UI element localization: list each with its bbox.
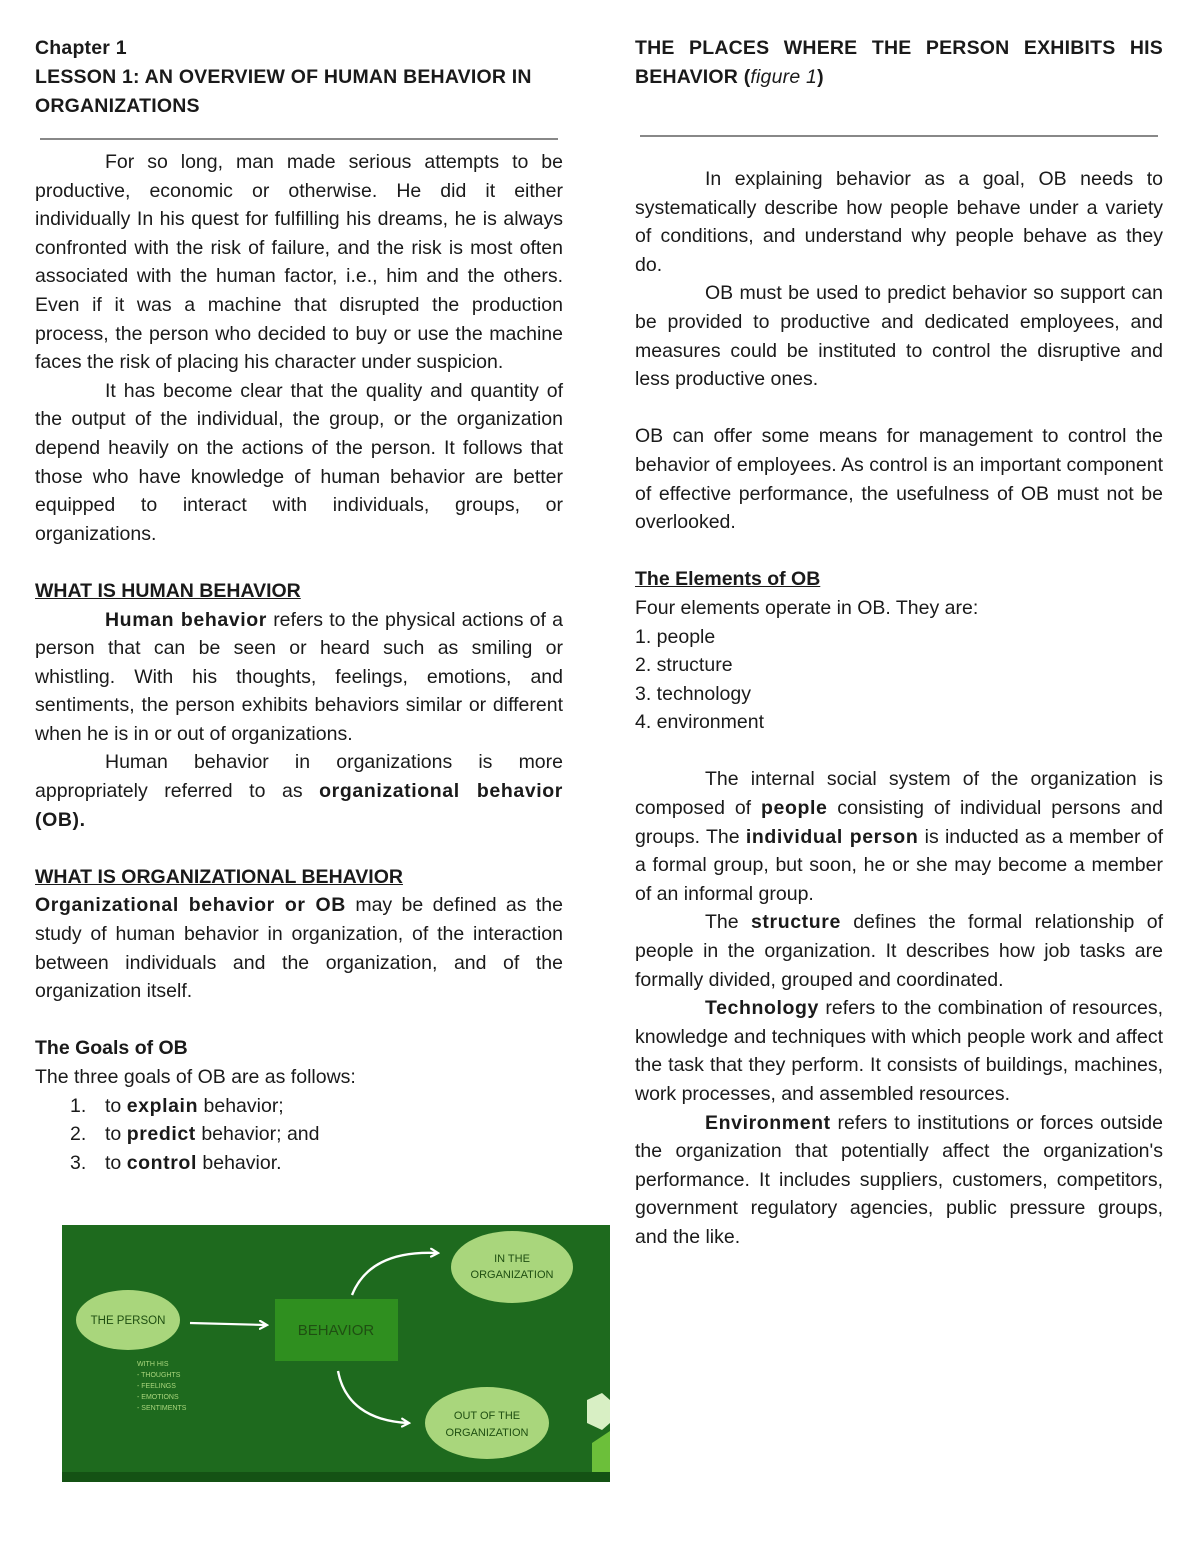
divider xyxy=(640,135,1158,137)
in-organization-label-2: ORGANIZATION xyxy=(470,1269,554,1281)
divider xyxy=(40,138,558,140)
list-item: 4. environment xyxy=(635,711,764,734)
list-item: 3. to control behavior. xyxy=(70,1151,282,1174)
in-organization-oval xyxy=(451,1231,573,1303)
human-behavior-term: Human behavior xyxy=(105,608,267,631)
list-item: 2. to predict behavior; and xyxy=(70,1123,320,1146)
control-paragraph: OB can offer some means for management to control the behavior of employees. As control is an important component of effective performance, the usefulness of OB must not be overlooked. xyxy=(635,425,1163,534)
goals-heading: The Goals of OB xyxy=(35,1037,188,1060)
ob-term: organizational behavior (OB). xyxy=(35,780,563,831)
goals-list xyxy=(35,1092,563,1178)
elements-heading: The Elements of OB xyxy=(635,568,821,591)
technology-paragraph: Technology refers to the combination of resources, knowledge and techniques with which people work and affect the task that they perform. It consists of buildings, machines, work processes, and assembled resources. xyxy=(635,997,1163,1105)
figure-reference: figure 1 xyxy=(750,66,818,88)
human-behavior-heading: WHAT IS HUMAN BEHAVIOR xyxy=(35,579,301,602)
elements-list xyxy=(635,623,1163,737)
human-behavior-paragraph-1: Human behavior refers to the physical actions of a person that can be seen or heard such as smiling or whistling. With his thoughts, feelings, emotions, and sentiments, the person exhibits behaviors similar or different when he is in or out of organizations. xyxy=(35,608,564,745)
with-his-line: - FEELINGS xyxy=(137,1383,176,1390)
organizational-behavior-paragraph: Organizational behavior or OB may be defined as the study of human behavior in organization, of the interaction between individuals and the organization, and of the organization itself. xyxy=(35,894,563,1003)
structure-paragraph: The structure defines the formal relationship of people in the organization. It describes how job tasks are formally divided, grouped and coordinated. xyxy=(635,911,1163,991)
in-organization-label-1: IN THE xyxy=(494,1253,530,1265)
intro-paragraph-2: It has become clear that the quality and quantity of the output of the individual, the group, or the organization depend heavily on the actions of the person. It follows that those who have knowledge of human behavior are better equipped to interact with individuals, groups, or organizations. xyxy=(35,379,563,545)
figure-bottom-band xyxy=(62,1472,610,1482)
behavior-label: BEHAVIOR xyxy=(297,1322,375,1339)
elements-intro: Four elements operate in OB. They are: xyxy=(635,596,979,619)
with-his-line: - THOUGHTS xyxy=(137,1372,181,1379)
environment-paragraph: Environment refers to institutions or forces outside the organization that potentially affect the organization's performance. It includes suppliers, customers, competitors, government regulatory agencies, public pressure groups, and the like. xyxy=(635,1111,1163,1248)
human-behavior-paragraph-2: Human behavior in organizations is more appropriately referred to as organizational behavior (OB). xyxy=(35,751,563,831)
chapter-heading xyxy=(35,34,563,121)
ob-definition-term: Organizational behavior or OB xyxy=(35,894,346,917)
organizational-behavior-heading: WHAT IS ORGANIZATIONAL BEHAVIOR xyxy=(35,865,403,888)
predict-paragraph: OB must be used to predict behavior so support can be provided to productive and dedicated employees, and measures could be instituted to control the disruptive and less productive ones. xyxy=(635,282,1163,391)
intro-paragraph-1: For so long, man made serious attempts to be productive, economic or otherwise. He did it either individually In his quest for fulfilling his dreams, he is always confronted with the risk of failure, and the risk is most often associated with the human factor, i.e., him and the others. Even if it was a machine that disrupted the production process, the person who decided to buy or use the machine faces the risk of placing his character under suspicion. xyxy=(35,151,563,374)
list-item: 2. structure xyxy=(635,654,733,677)
goals-intro: The three goals of OB are as follows: xyxy=(35,1066,356,1088)
out-organization-label-2: ORGANIZATION xyxy=(445,1427,529,1439)
places-heading: THE PLACES WHERE THE PERSON EXHIBITS HIS BEHAVIOR (figure 1) xyxy=(635,37,1163,88)
with-his-line: - EMOTIONS xyxy=(137,1394,179,1401)
list-item: 3. technology xyxy=(635,682,752,705)
explain-paragraph: In explaining behavior as a goal, OB needs to systematically describe how people behave under a variety of conditions, and understand why people behave as they do. xyxy=(635,168,1163,276)
out-organization-oval xyxy=(425,1387,549,1459)
list-item: 1. to explain behavior; xyxy=(70,1094,284,1117)
behavior-diagram-figure xyxy=(62,1225,610,1482)
lesson-title: LESSON 1: AN OVERVIEW OF HUMAN BEHAVIOR IN ORGANIZATIONS xyxy=(35,66,532,117)
with-his-line: - SENTIMENTS xyxy=(137,1405,187,1412)
people-paragraph: The internal social system of the organization is composed of people consisting of individual persons and groups. The individual person is inducted as a member of a formal group, but soon, he or she may become a member of an informal group. xyxy=(635,768,1163,905)
right-column xyxy=(635,34,1163,1252)
out-organization-label-1: OUT OF THE xyxy=(453,1410,521,1422)
person-label: THE PERSON xyxy=(90,1315,166,1327)
list-item: 1. people xyxy=(635,625,716,648)
left-column xyxy=(35,34,563,1177)
chapter-label: Chapter 1 xyxy=(35,37,127,59)
hexagon-decoration xyxy=(587,1393,610,1430)
with-his-line: WITH HIS xyxy=(137,1361,169,1368)
